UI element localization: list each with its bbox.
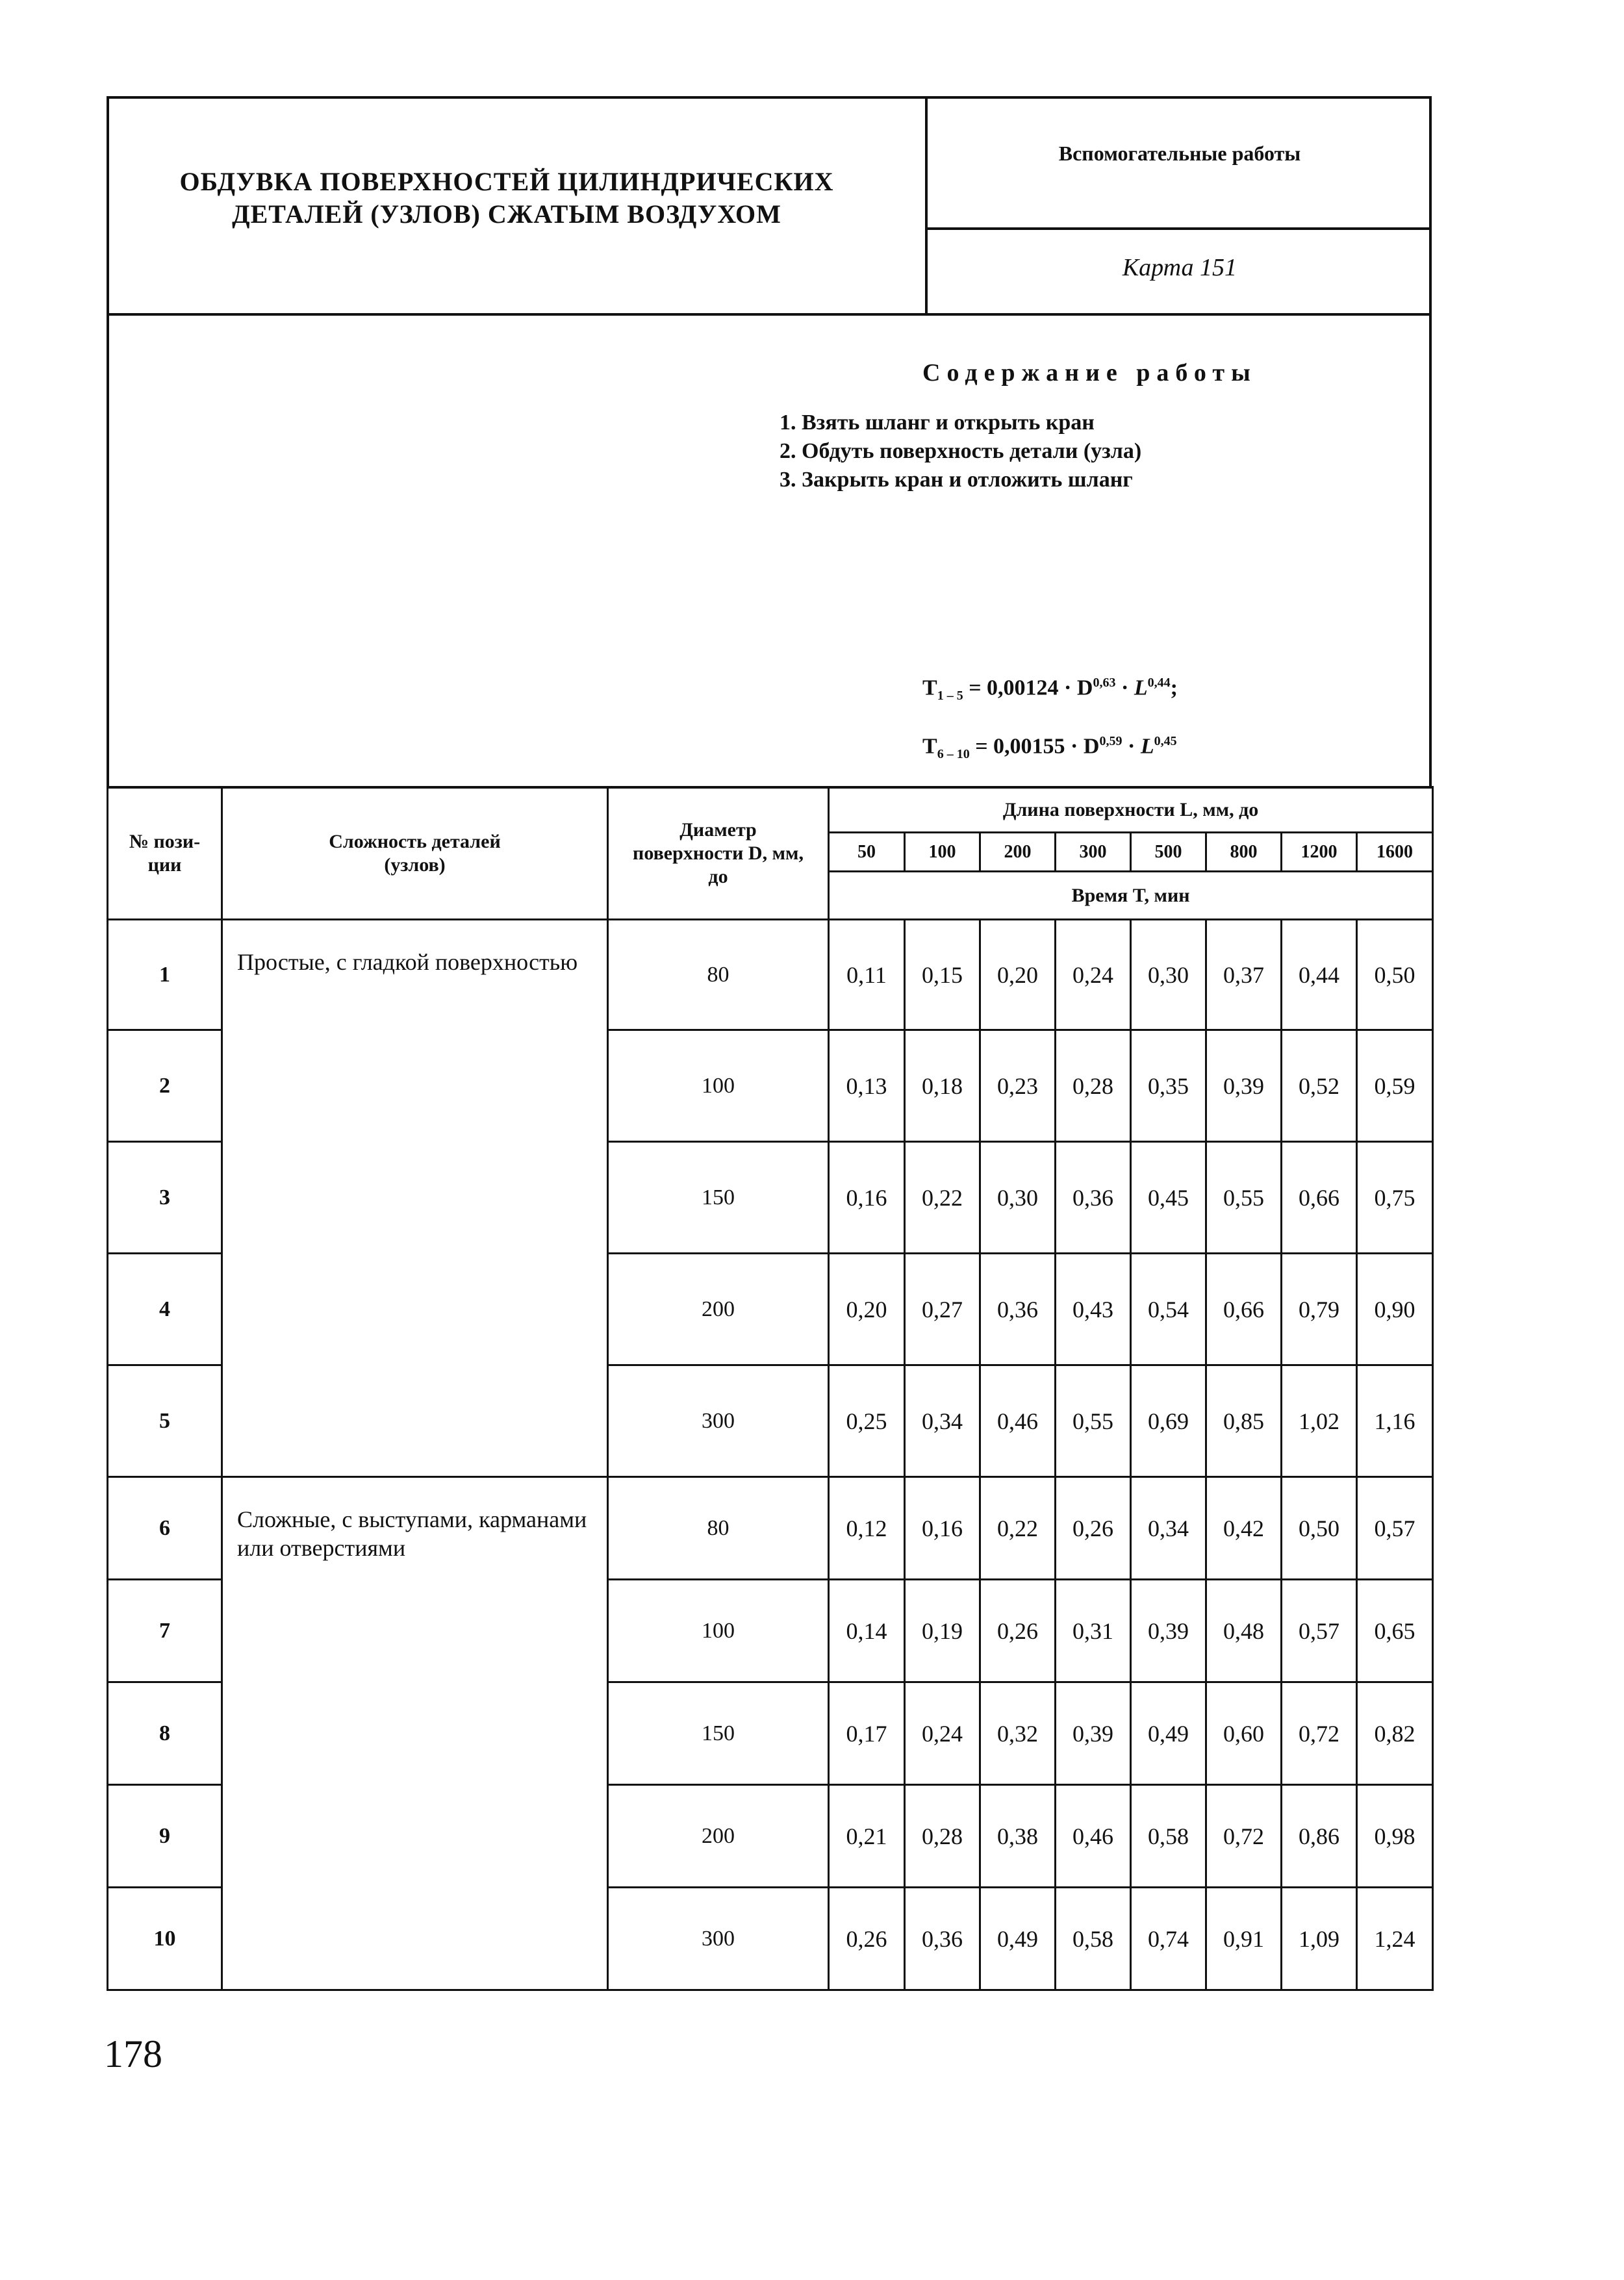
time-value-cell: 0,12 xyxy=(829,1477,905,1580)
time-value-cell: 0,54 xyxy=(1131,1254,1206,1365)
length-header-cell: 800 xyxy=(1206,833,1282,872)
length-header-cell: 1600 xyxy=(1357,833,1433,872)
time-value-cell: 0,75 xyxy=(1357,1142,1433,1254)
time-value-cell: 0,36 xyxy=(980,1254,1056,1365)
time-value-cell: 0,37 xyxy=(1206,920,1282,1030)
time-value-cell: 0,39 xyxy=(1056,1682,1131,1785)
position-cell: 10 xyxy=(108,1888,222,1990)
position-cell: 9 xyxy=(108,1785,222,1888)
position-cell: 3 xyxy=(108,1142,222,1254)
time-value-cell: 0,14 xyxy=(829,1580,905,1682)
time-value-cell: 0,23 xyxy=(980,1030,1056,1142)
time-value-cell: 0,24 xyxy=(1056,920,1131,1030)
time-value-cell: 0,44 xyxy=(1282,920,1357,1030)
time-value-cell: 0,72 xyxy=(1206,1785,1282,1888)
time-value-cell: 0,82 xyxy=(1357,1682,1433,1785)
time-value-cell: 0,22 xyxy=(905,1142,980,1254)
position-cell: 7 xyxy=(108,1580,222,1682)
time-value-cell: 0,72 xyxy=(1282,1682,1357,1785)
time-value-cell: 0,28 xyxy=(1056,1030,1131,1142)
time-value-cell: 0,91 xyxy=(1206,1888,1282,1990)
table-row xyxy=(108,1477,1433,1580)
time-value-cell: 0,85 xyxy=(1206,1365,1282,1477)
time-value-cell: 0,24 xyxy=(905,1682,980,1785)
header-divider-vertical xyxy=(925,96,928,316)
time-value-cell: 0,66 xyxy=(1282,1142,1357,1254)
time-value-cell: 0,49 xyxy=(980,1888,1056,1990)
time-value-cell: 0,28 xyxy=(905,1785,980,1888)
time-value-cell: 0,65 xyxy=(1357,1580,1433,1682)
step-2: 2. Обдуть поверхность детали (узла) xyxy=(780,439,1142,463)
table-row xyxy=(108,920,1433,1030)
diameter-cell: 80 xyxy=(608,920,829,1030)
time-value-cell: 0,18 xyxy=(905,1030,980,1142)
time-value-cell: 0,46 xyxy=(980,1365,1056,1477)
complexity-cell: Сложные, с выступами, карманами или отверстиями xyxy=(222,1477,608,1990)
table-header-row-1 xyxy=(108,787,1433,833)
time-value-cell: 0,52 xyxy=(1282,1030,1357,1142)
time-value-cell: 0,50 xyxy=(1357,920,1433,1030)
time-value-cell: 0,69 xyxy=(1131,1365,1206,1477)
diameter-cell: 150 xyxy=(608,1682,829,1785)
time-value-cell: 0,36 xyxy=(1056,1142,1131,1254)
time-value-cell: 0,43 xyxy=(1056,1254,1131,1365)
page-number: 178 xyxy=(104,2033,162,2075)
time-value-cell: 0,16 xyxy=(905,1477,980,1580)
time-value-cell: 0,26 xyxy=(980,1580,1056,1682)
work-category: Вспомогательные работы xyxy=(1058,142,1301,165)
position-cell: 4 xyxy=(108,1254,222,1365)
time-value-cell: 0,57 xyxy=(1357,1477,1433,1580)
time-value-cell: 0,74 xyxy=(1131,1888,1206,1990)
time-value-cell: 0,57 xyxy=(1282,1580,1357,1682)
time-value-cell: 0,21 xyxy=(829,1785,905,1888)
time-value-cell: 0,49 xyxy=(1131,1682,1206,1785)
time-value-cell: 0,35 xyxy=(1131,1030,1206,1142)
length-header-cell: 50 xyxy=(829,833,905,872)
time-value-cell: 0,36 xyxy=(905,1888,980,1990)
position-cell: 5 xyxy=(108,1365,222,1477)
time-value-cell: 0,16 xyxy=(829,1142,905,1254)
time-value-cell: 0,42 xyxy=(1206,1477,1282,1580)
time-value-cell: 0,20 xyxy=(829,1254,905,1365)
time-value-cell: 0,98 xyxy=(1357,1785,1433,1888)
diameter-cell: 100 xyxy=(608,1030,829,1142)
position-cell: 6 xyxy=(108,1477,222,1580)
col-position-header: № пози-ции xyxy=(108,787,222,920)
time-value-cell: 0,38 xyxy=(980,1785,1056,1888)
diameter-cell: 200 xyxy=(608,1785,829,1888)
time-value-cell: 1,09 xyxy=(1282,1888,1357,1990)
card-number: Карта 151 xyxy=(1122,254,1237,281)
time-value-cell: 1,16 xyxy=(1357,1365,1433,1477)
time-value-cell: 0,58 xyxy=(1131,1785,1206,1888)
time-value-cell: 0,50 xyxy=(1282,1477,1357,1580)
col-diameter-header: Диаметр поверхности D, мм, до xyxy=(608,787,829,920)
position-cell: 2 xyxy=(108,1030,222,1142)
header-divider-horizontal xyxy=(925,227,1432,230)
time-value-cell: 0,48 xyxy=(1206,1580,1282,1682)
time-value-cell: 0,20 xyxy=(980,920,1056,1030)
time-value-cell: 0,30 xyxy=(1131,920,1206,1030)
time-value-cell: 0,39 xyxy=(1131,1580,1206,1682)
time-value-cell: 0,46 xyxy=(1056,1785,1131,1888)
position-cell: 8 xyxy=(108,1682,222,1785)
time-value-cell: 0,59 xyxy=(1357,1030,1433,1142)
time-value-cell: 0,58 xyxy=(1056,1888,1131,1990)
length-header-cell: 500 xyxy=(1131,833,1206,872)
time-value-cell: 0,31 xyxy=(1056,1580,1131,1682)
time-value-cell: 0,25 xyxy=(829,1365,905,1477)
length-header-cell: 1200 xyxy=(1282,833,1357,872)
time-value-cell: 0,13 xyxy=(829,1030,905,1142)
title-line-2: ДЕТАЛЕЙ (УЗЛОВ) СЖАТЫМ ВОЗДУХОМ xyxy=(232,199,781,229)
norms-table xyxy=(107,786,1434,1991)
time-value-cell: 0,32 xyxy=(980,1682,1056,1785)
length-header-cell: 200 xyxy=(980,833,1056,872)
time-value-cell: 0,22 xyxy=(980,1477,1056,1580)
time-value-cell: 0,55 xyxy=(1056,1365,1131,1477)
length-header-cell: 300 xyxy=(1056,833,1131,872)
time-value-cell: 0,60 xyxy=(1206,1682,1282,1785)
time-value-cell: 0,34 xyxy=(1131,1477,1206,1580)
col-complexity-header: Сложность деталей (узлов) xyxy=(222,787,608,920)
step-1: 1. Взять шланг и открыть кран xyxy=(780,411,1095,435)
position-cell: 1 xyxy=(108,920,222,1030)
time-value-cell: 0,30 xyxy=(980,1142,1056,1254)
time-value-cell: 0,26 xyxy=(829,1888,905,1990)
document-title xyxy=(110,166,903,231)
time-value-cell: 0,90 xyxy=(1357,1254,1433,1365)
diameter-cell: 300 xyxy=(608,1888,829,1990)
time-value-cell: 1,02 xyxy=(1282,1365,1357,1477)
time-value-cell: 0,27 xyxy=(905,1254,980,1365)
title-line-1: ОБДУВКА ПОВЕРХНОСТЕЙ ЦИЛИНДРИЧЕСКИХ xyxy=(179,167,834,196)
time-value-cell: 0,34 xyxy=(905,1365,980,1477)
formula-positions-1-5: $T_{1 - 5} = 0,00124 \cdot D^{0,63} \cdot L^{0,44}$; xyxy=(922,676,1178,703)
time-value-cell: 0,79 xyxy=(1282,1254,1357,1365)
time-value-cell: 0,45 xyxy=(1131,1142,1206,1254)
col-length-group-header: Длина поверхности L, мм, до xyxy=(829,787,1433,833)
time-value-cell: 0,39 xyxy=(1206,1030,1282,1142)
formula-positions-6-10: $T_{6 - 10} = 0,00155 \cdot D^{0,59} \cdot L^{0,45}$ xyxy=(922,734,1177,762)
diameter-cell: 300 xyxy=(608,1365,829,1477)
time-value-cell: 0,19 xyxy=(905,1580,980,1682)
diameter-cell: 100 xyxy=(608,1580,829,1682)
diameter-cell: 80 xyxy=(608,1477,829,1580)
length-header-cell: 100 xyxy=(905,833,980,872)
time-value-cell: 0,55 xyxy=(1206,1142,1282,1254)
time-value-cell: 0,66 xyxy=(1206,1254,1282,1365)
time-value-cell: 0,15 xyxy=(905,920,980,1030)
diameter-cell: 200 xyxy=(608,1254,829,1365)
complexity-cell: Простые, с гладкой поверхностью xyxy=(222,920,608,1477)
time-value-cell: 1,24 xyxy=(1357,1888,1433,1990)
step-3: 3. Закрыть кран и отложить шланг xyxy=(780,468,1133,492)
col-time-header: Время T, мин xyxy=(829,872,1433,920)
content-heading: Содержание работы xyxy=(922,359,1257,386)
time-value-cell: 0,26 xyxy=(1056,1477,1131,1580)
time-value-cell: 0,86 xyxy=(1282,1785,1357,1888)
time-value-cell: 0,17 xyxy=(829,1682,905,1785)
diameter-cell: 150 xyxy=(608,1142,829,1254)
time-value-cell: 0,11 xyxy=(829,920,905,1030)
